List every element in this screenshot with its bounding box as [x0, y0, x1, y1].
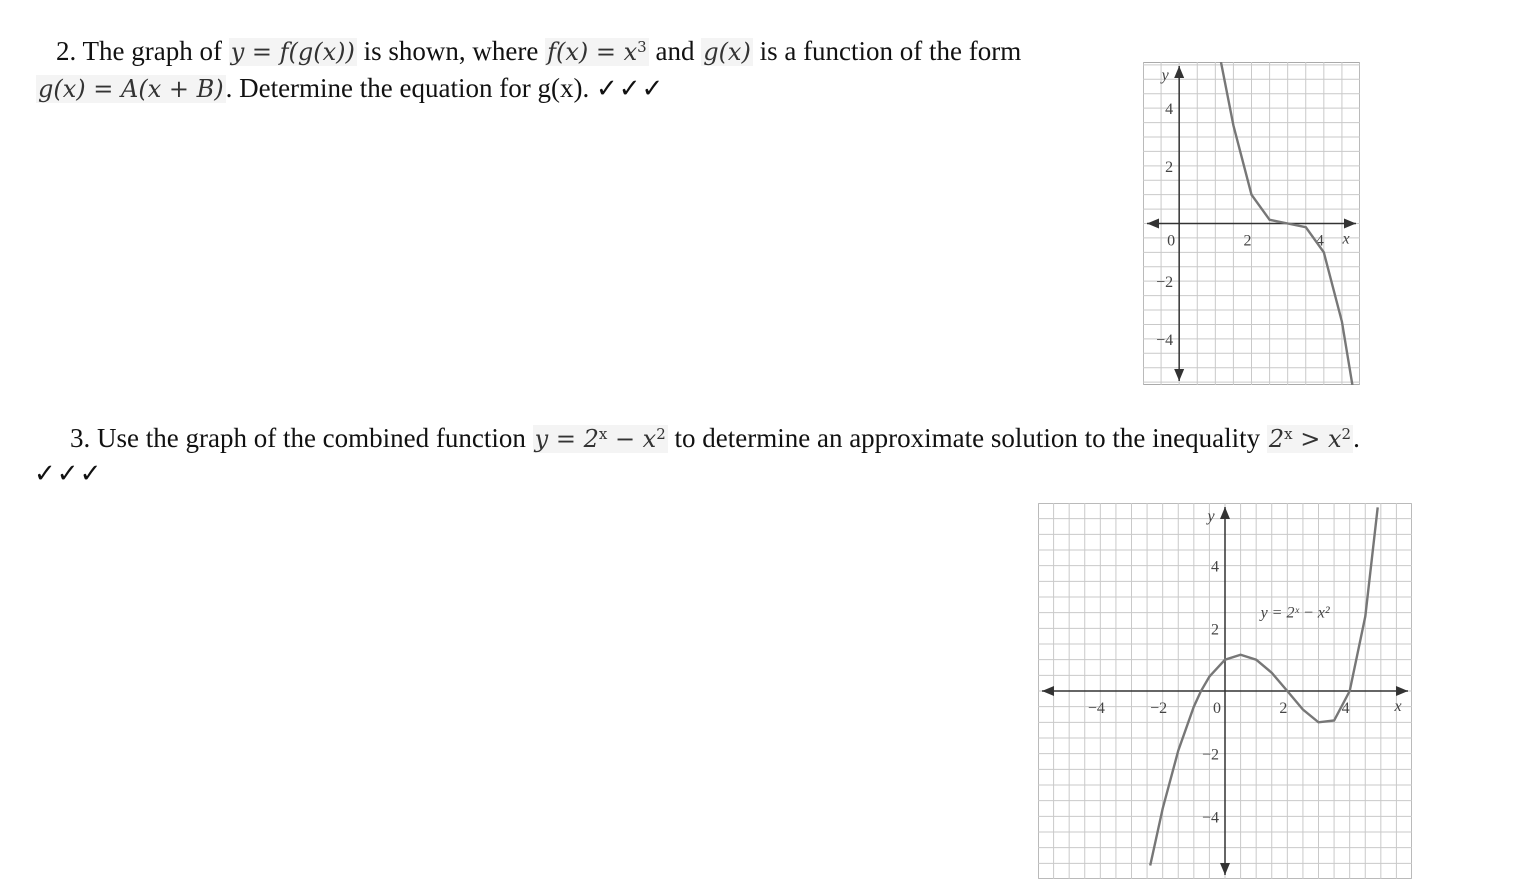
q3-period: . — [1353, 423, 1360, 453]
q2-expr-gform: g(x) = A(x + B) — [38, 75, 224, 103]
x-tick-label: 2 — [1279, 700, 1288, 717]
x-tick-label: 4 — [1341, 700, 1350, 717]
q2-text-form: is a function of the form — [759, 36, 1022, 66]
x-tick-label: 2 — [1243, 232, 1252, 250]
q3-checkmarks: ✓✓✓ — [34, 459, 103, 489]
x-axis-label: x — [1342, 230, 1350, 248]
q2-text-mid: is shown, where — [363, 36, 539, 66]
y-tick-label: −2 — [1201, 746, 1219, 764]
q2-expr-fx: $f(x) = x^3$ — [547, 38, 647, 66]
q3-inequality: $2^x > x^2$ — [1268, 425, 1352, 453]
q3-expr-combined: $y = 2^x - x^2$ — [534, 425, 666, 453]
q2-text-and: and — [655, 36, 695, 66]
y-tick-label: 2 — [1211, 621, 1219, 639]
y-tick-label: −2 — [1156, 274, 1174, 292]
q2-text-determine: . Determine the equation for g(x). — [225, 73, 590, 103]
q3-number: 3. — [70, 423, 91, 453]
q2-checkmarks: ✓✓✓ — [595, 74, 665, 104]
q2-number: 2. — [56, 36, 77, 66]
curve-annotation: y = 2ˣ − x² — [1260, 604, 1330, 622]
q3-text-mid: to determine an approximate solution to the inequality — [674, 423, 1261, 453]
y-tick-label: 2 — [1165, 158, 1174, 176]
graph-q2 — [1143, 62, 1360, 385]
x-tick-label: 0 — [1213, 700, 1221, 717]
q3-line-2 — [34, 458, 102, 489]
q2-expr-gx: g(x) — [703, 38, 751, 66]
x-tick-label: 4 — [1315, 232, 1324, 250]
graph-q3 — [1038, 503, 1412, 879]
q3-text-pre: Use the graph of the combined function — [97, 423, 526, 453]
y-tick-label: −4 — [1201, 809, 1219, 827]
q3-line-1 — [70, 423, 1360, 454]
y-tick-label: 4 — [1165, 101, 1174, 119]
q2-line-2 — [36, 73, 664, 104]
q2-expr-composite: y = f(g(x)) — [230, 38, 355, 66]
y-tick-label: −4 — [1156, 331, 1174, 349]
x-tick-label: 0 — [1167, 232, 1176, 250]
x-axis-label: x — [1394, 698, 1402, 715]
q2-text-pre: The graph of — [82, 36, 222, 66]
x-tick-label: −2 — [1150, 700, 1168, 717]
y-axis-label: y — [1207, 508, 1215, 525]
y-tick-label: 4 — [1211, 558, 1219, 576]
x-tick-label: −4 — [1087, 700, 1105, 717]
y-axis-label: y — [1161, 67, 1169, 84]
q2-line-1 — [56, 36, 1021, 67]
